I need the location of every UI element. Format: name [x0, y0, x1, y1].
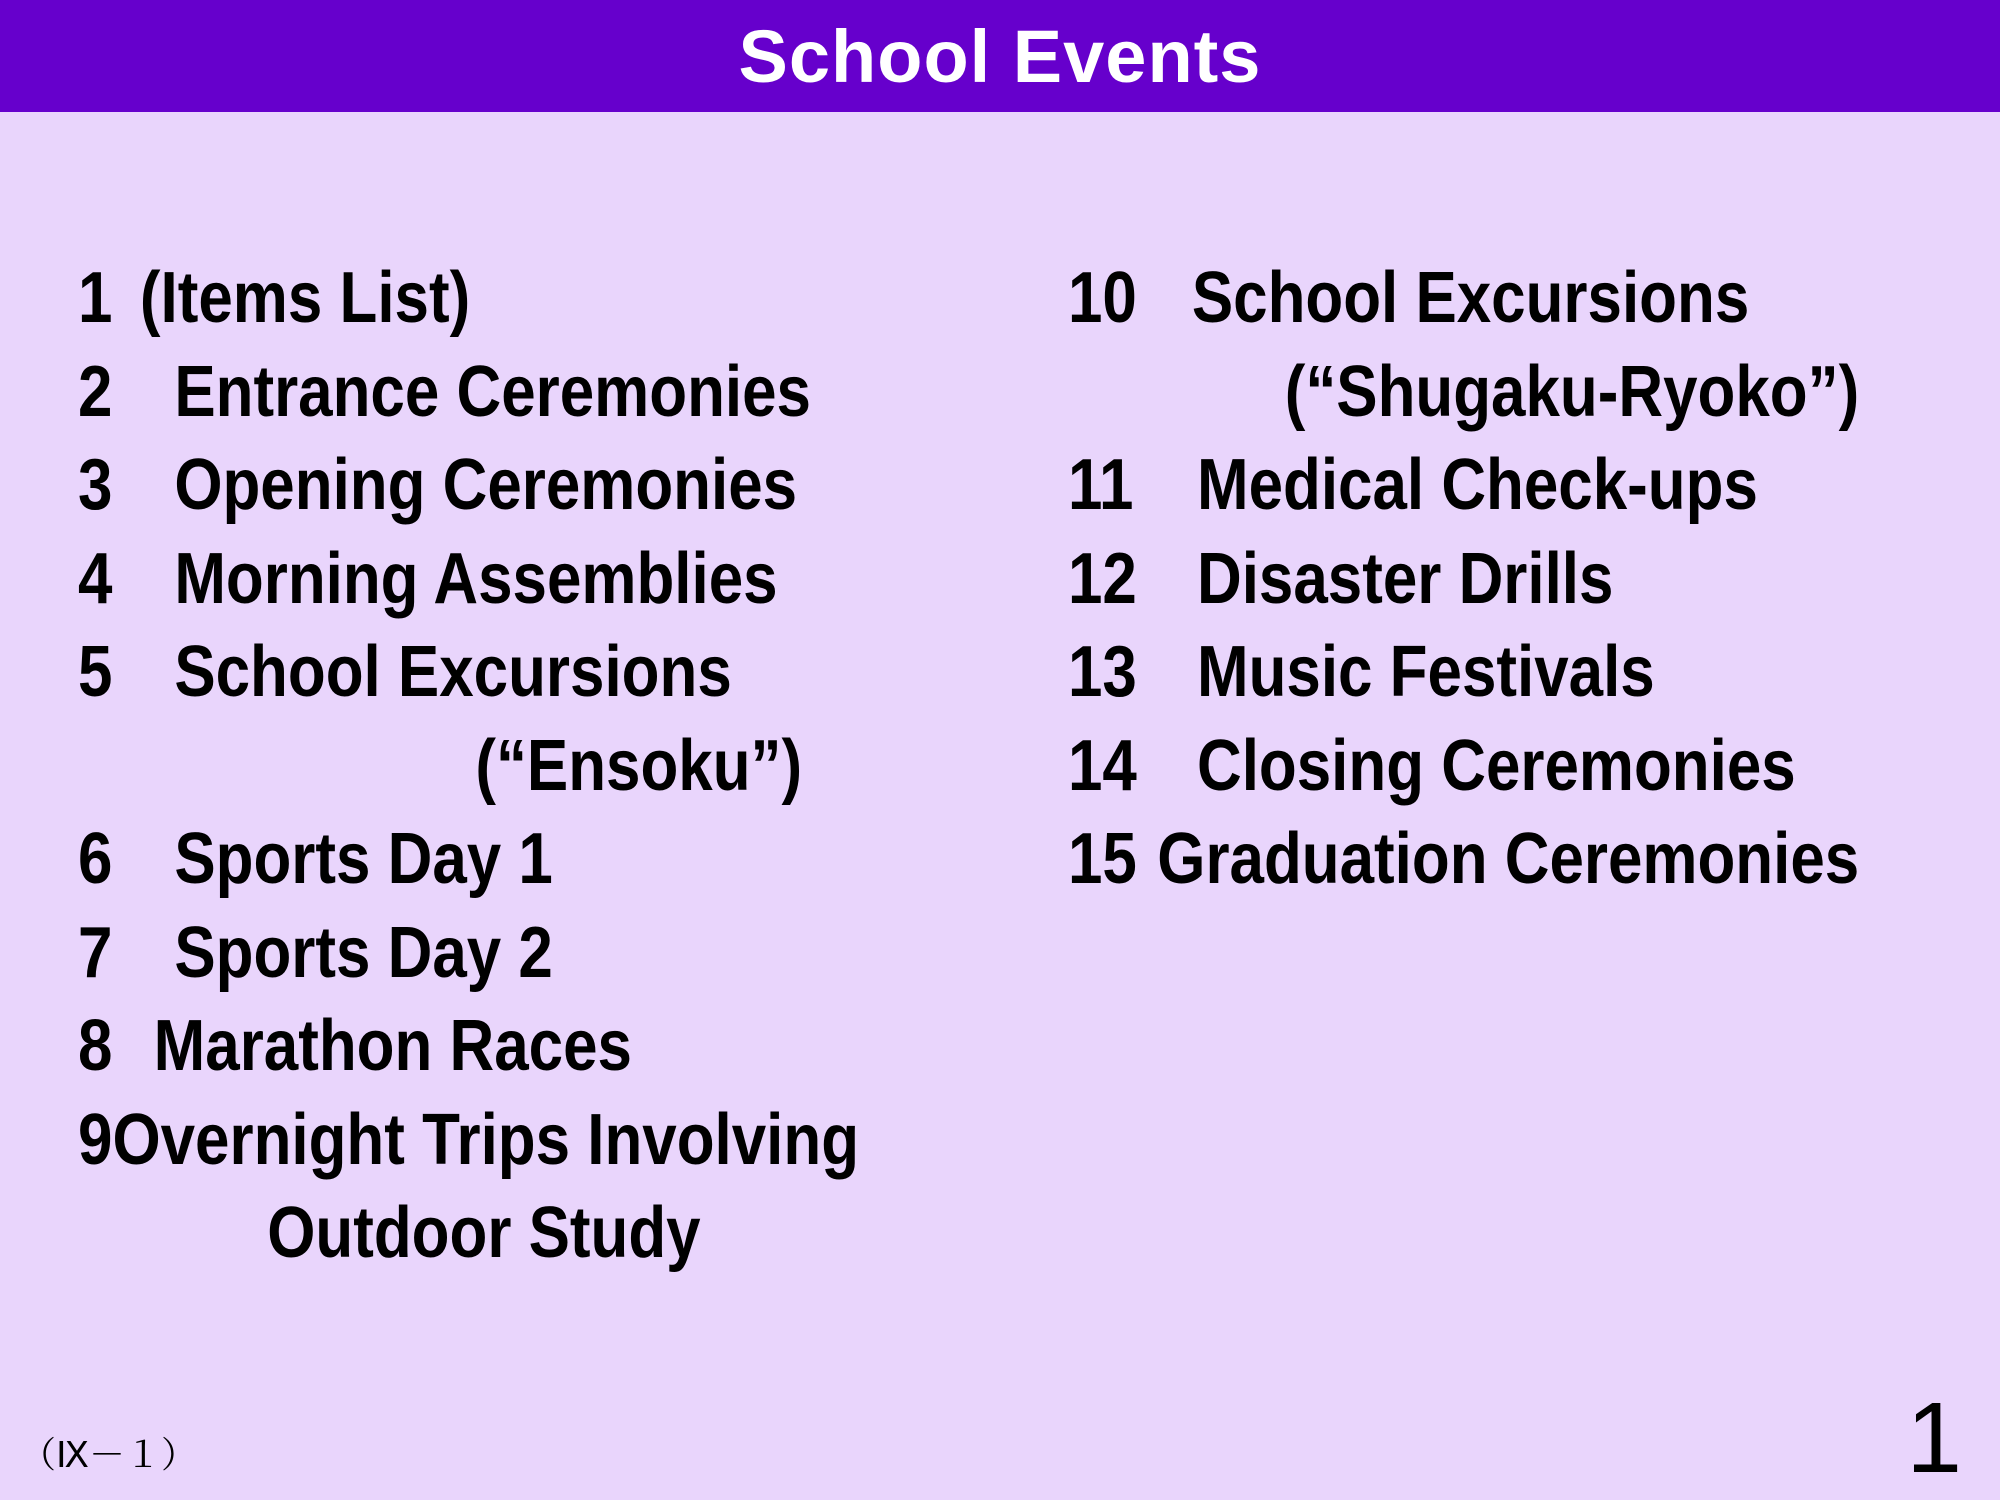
list-item — [1068, 252, 1859, 439]
list-item — [78, 1094, 860, 1281]
item-label: Morning Assemblies — [174, 538, 778, 619]
item-number: 8 — [78, 1006, 113, 1086]
list-item — [78, 1000, 852, 1094]
item-number: 14 — [1068, 725, 1137, 806]
list-item — [78, 533, 852, 627]
item-label: Overnight Trips Involving — [112, 1099, 860, 1180]
item-label: Medical Check-ups — [1197, 445, 1758, 525]
list-item — [78, 626, 852, 813]
item-number: 9 — [78, 1099, 113, 1180]
item-label-sub: (“Ensoku”) — [475, 725, 803, 806]
item-label: Closing Ceremonies — [1197, 725, 1796, 806]
list-item — [78, 346, 852, 440]
item-label: School Excursions — [1191, 258, 1750, 338]
item-number: 5 — [78, 632, 113, 712]
list-item — [1068, 813, 1859, 907]
item-number: 15 — [1068, 819, 1137, 899]
list-item — [1068, 533, 1859, 627]
item-label: Sports Day 2 — [174, 912, 553, 993]
item-number: 3 — [78, 445, 113, 525]
item-label: Graduation Ceremonies — [1157, 819, 1860, 899]
page-title: School Events — [738, 14, 1262, 98]
list-item — [78, 439, 852, 533]
item-label: School Excursions — [174, 632, 732, 712]
item-label: (Items List) — [139, 258, 471, 338]
item-number: 10 — [1068, 258, 1137, 338]
list-item — [78, 907, 852, 1001]
left-column — [78, 252, 978, 1281]
item-number: 13 — [1068, 632, 1137, 712]
item-number: 11 — [1068, 445, 1134, 525]
slide-code: （Ⅸ－１） — [20, 1435, 198, 1475]
item-label: Opening Ceremonies — [174, 445, 798, 525]
item-label: Music Festivals — [1197, 632, 1655, 712]
item-number: 1 — [78, 258, 113, 338]
header-bar — [0, 0, 2000, 112]
item-number: 12 — [1068, 538, 1137, 619]
item-number: 2 — [78, 351, 113, 432]
list-item — [1068, 626, 1859, 720]
list-item — [1068, 439, 1859, 533]
item-label-sub: Outdoor Study — [267, 1193, 701, 1273]
item-label: Entrance Ceremonies — [174, 351, 811, 432]
item-number: 6 — [78, 819, 113, 899]
item-label-sub: (“Shugaku-Ryoko”) — [1284, 351, 1860, 432]
item-number: 7 — [78, 912, 113, 993]
right-column — [1068, 252, 1988, 907]
item-label: Sports Day 1 — [174, 819, 553, 899]
item-number: 4 — [78, 538, 113, 619]
list-item — [78, 813, 852, 907]
list-item — [78, 252, 852, 346]
list-item — [1068, 720, 1859, 814]
item-label: Marathon Races — [153, 1006, 632, 1086]
item-label: Disaster Drills — [1197, 538, 1614, 619]
page-number: 1 — [1906, 1382, 1962, 1494]
